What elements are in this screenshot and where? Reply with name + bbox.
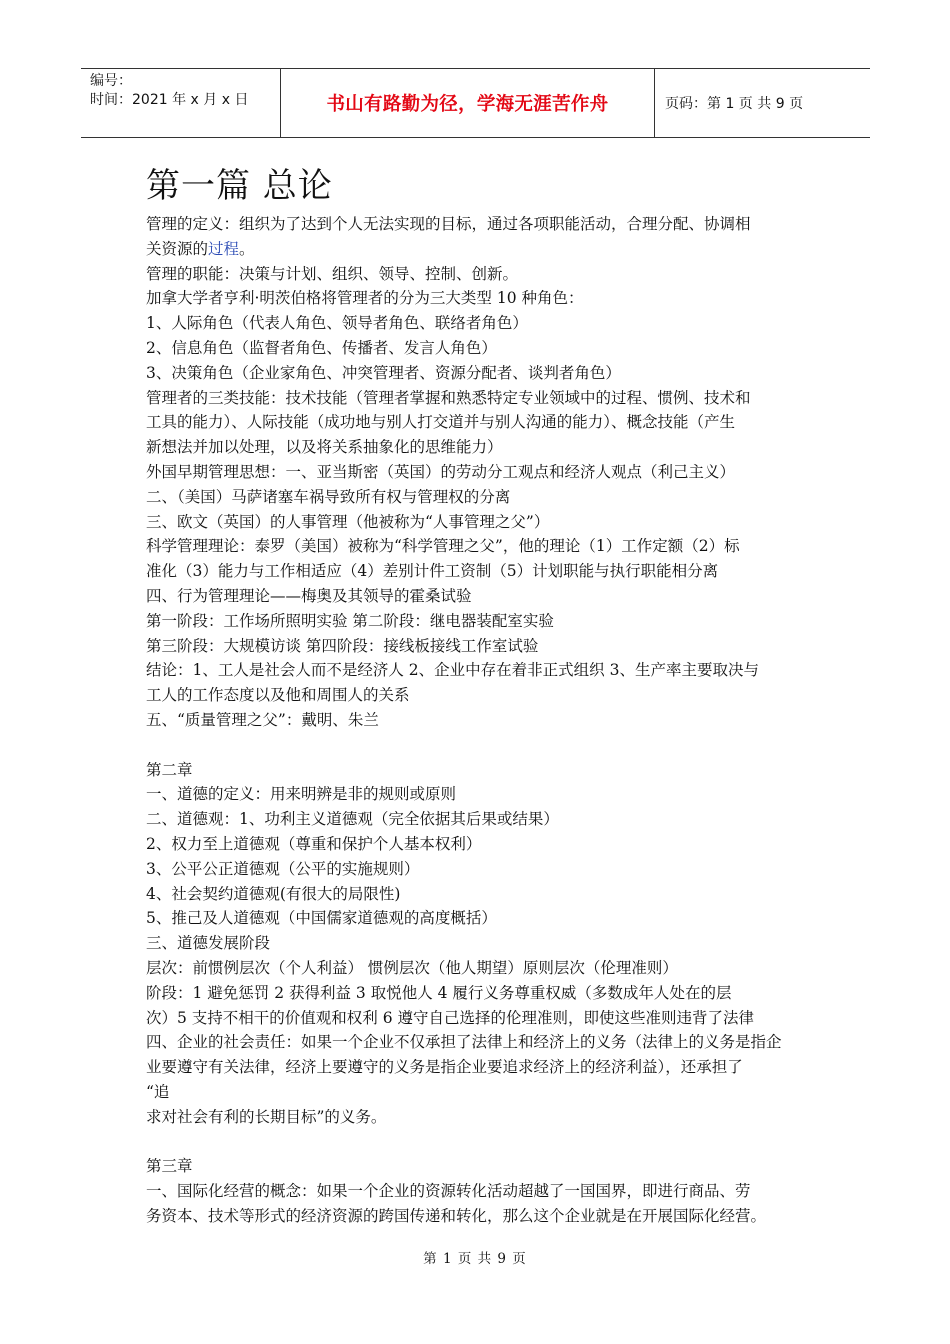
paragraph-line: 四、企业的社会责任：如果一个企业不仅承担了法律上和经济上的义务（法律上的义务是指企 — [146, 1033, 782, 1052]
paragraph-line: 二、道德观：1、功利主义道德观（完全依据其后果或结果） — [146, 810, 559, 829]
paragraph-line: 务资本、技术等形式的经济资源的跨国传递和转化，那么这个企业就是在开展国际化经营。 — [146, 1206, 767, 1225]
paragraph-line: 阶段：1 避免惩罚 2 获得利益 3 取悦他人 4 履行义务尊重权威（多数成年人处在的层 — [146, 983, 732, 1002]
paragraph-line: 工具的能力）、人际技能（成功地与别人打交道并与别人沟通的能力）、概念技能（产生 — [146, 413, 736, 432]
paragraph-line: 层次：前惯例层次（个人利益） 惯例层次（他人期望）原则层次（伦理准则） — [146, 958, 678, 977]
document-body — [146, 164, 816, 1229]
paragraph-line: 三、道德发展阶段 — [146, 934, 271, 953]
paragraph-line: 次）5 支持不相干的价值观和权利 6 遵守自己选择的伦理准则，即使这些准则违背了法律 — [146, 1008, 755, 1027]
process-link[interactable]: 过程 — [208, 239, 240, 258]
blank-line — [146, 733, 816, 758]
document-number-label: 编号： — [90, 73, 132, 89]
paragraph-line: 求对社会有利的长期目标”的义务。 — [146, 1107, 387, 1126]
paragraph-line: 3、公平公正道德观（公平的实施规则） — [146, 859, 420, 878]
paragraph-line: 三、欧文（英国）的人事管理（他被称为“人事管理之父”） — [146, 512, 550, 531]
paragraph-line: 结论：1、工人是社会人而不是经济人 2、企业中存在着非正式组织 3、生产率主要取决与 — [146, 661, 759, 680]
page-footer: 第 1 页 共 9 页 — [423, 1251, 527, 1267]
text-span: 。 — [239, 239, 255, 258]
header-meta — [81, 69, 281, 137]
chapter-heading: 第三章 — [146, 1157, 193, 1176]
paragraph-line: 一、道德的定义：用来明辨是非的规则或原则 — [146, 785, 457, 804]
paragraph-line: 五、“质量管理之父”：戴明、朱兰 — [146, 710, 379, 729]
paragraph-line: 第三阶段：大规模访谈 第四阶段：接线板接线工作室试验 — [146, 636, 539, 655]
blank-line — [146, 1129, 816, 1154]
chapter-heading: 第二章 — [146, 760, 193, 779]
paragraph-line: 工人的工作态度以及他和周围人的关系 — [146, 686, 410, 705]
paragraph-line — [146, 237, 816, 262]
paragraph-line: 业要遵守有关法律，经济上要遵守的义务是指企业要追求经济上的经济利益），还承担了 — [146, 1058, 743, 1077]
chapter-title: 第一篇 总论 — [146, 166, 333, 206]
paragraph-line: 2、信息角色（监督者角色、传播者、发言人角色） — [146, 338, 497, 357]
paragraph-line: 新想法并加以处理，以及将关系抽象化的思维能力） — [146, 438, 503, 457]
page-header — [81, 68, 870, 138]
header-page-info: 页码：第 1 页 共 9 页 — [665, 96, 804, 112]
paragraph-line: 管理者的三类技能：技术技能（管理者掌握和熟悉特定专业领域中的过程、惯例、技术和 — [146, 388, 751, 407]
text-span: 关资源的 — [146, 239, 209, 258]
paragraph-line: 管理的职能：决策与计划、组织、领导、控制、创新。 — [146, 264, 519, 283]
paragraph-line: 第一阶段：工作场所照明实验 第二阶段：继电器装配室实验 — [146, 611, 554, 630]
header-motto: 书山有路勤为径，学海无涯苦作舟 — [281, 69, 655, 137]
paragraph-line: 科学管理理论：泰罗（美国）被称为“科学管理之父”，他的理论（1）工作定额（2）标 — [146, 537, 740, 556]
paragraph-line: 4、社会契约道德观(有很大的局限性) — [146, 884, 401, 903]
paragraph-line: 准化（3）能力与工作相适应（4）差别计件工资制（5）计划职能与执行职能相分离 — [146, 562, 719, 581]
paragraph-line: 2、权力至上道德观（尊重和保护个人基本权利） — [146, 834, 482, 853]
document-date: 时间：2021 年 x 月 x 日 — [90, 92, 249, 108]
paragraph-line: 管理的定义：组织为了达到个人无法实现的目标，通过各项职能活动，合理分配、协调相 — [146, 215, 751, 233]
paragraph-line: 四、行为管理理论——梅奥及其领导的霍桑试验 — [146, 586, 472, 605]
paragraph-line: 外国早期管理思想：一、亚当斯密（英国）的劳动分工观点和经济人观点（利己主义） — [146, 462, 736, 481]
paragraph-line: “追 — [146, 1082, 170, 1101]
paragraph-line: 3、决策角色（企业家角色、冲突管理者、资源分配者、谈判者角色） — [146, 363, 621, 382]
paragraph-line: 二、（美国）马萨诸塞车祸导致所有权与管理权的分离 — [146, 487, 511, 506]
paragraph-line: 1、人际角色（代表人角色、领导者角色、联络者角色） — [146, 314, 528, 333]
paragraph-line: 加拿大学者亨利·明茨伯格将管理者的分为三大类型 10 种角色： — [146, 289, 584, 308]
paragraph-line: 一、国际化经营的概念：如果一个企业的资源转化活动超越了一国国界，即进行商品、劳 — [146, 1182, 751, 1201]
paragraph-line: 5、推己及人道德观（中国儒家道德观的高度概括） — [146, 909, 497, 928]
